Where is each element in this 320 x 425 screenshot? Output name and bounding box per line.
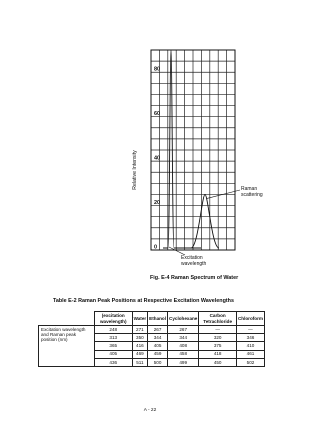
table-cell: 410 — [236, 342, 264, 350]
table-cell: 320 — [199, 334, 237, 342]
table-cell: 450 — [199, 358, 237, 366]
table-cell: 350 — [132, 334, 148, 342]
table-cell: 461 — [236, 350, 264, 358]
header-carbon-tetrachloride: Carbon Tetrachloride — [199, 312, 237, 326]
table-cell: — — [199, 326, 237, 334]
table-row — [39, 326, 265, 334]
table-cell: 271 — [132, 326, 148, 334]
excitation-peak-curve — [163, 50, 201, 248]
table-header-row — [39, 312, 265, 326]
table-cell: 248 — [94, 326, 132, 334]
table-cell: 418 — [199, 350, 237, 358]
raman-peak-table — [38, 311, 265, 367]
table-cell: 375 — [199, 342, 237, 350]
table-cell: 344 — [148, 334, 168, 342]
y-tick-label: 80 — [154, 66, 161, 73]
y-axis-label: Relative Intensity — [132, 150, 138, 190]
y-tick-label: 60 — [154, 111, 161, 118]
header-excitation: (excitation wavelength) — [94, 312, 132, 326]
table-cell: — — [236, 326, 264, 334]
y-tick-label: 20 — [154, 200, 161, 207]
header-water: Water — [132, 312, 148, 326]
excitation-wavelength-label: Excitation wavelength — [181, 255, 207, 267]
blank-header-cell — [39, 312, 95, 326]
table-cell: 346 — [236, 334, 264, 342]
table-cell: 499 — [168, 358, 199, 366]
table-cell: 511 — [132, 358, 148, 366]
table-cell: 416 — [132, 342, 148, 350]
header-ethanol: Ethanol — [148, 312, 168, 326]
table-cell: 458 — [168, 350, 199, 358]
table-cell: 267 — [168, 326, 199, 334]
table-cell: 459 — [148, 350, 168, 358]
table-cell: 313 — [94, 334, 132, 342]
table-cell: 436 — [94, 358, 132, 366]
header-chloroform: Chloroform — [236, 312, 264, 326]
raman-peak-curve — [191, 194, 219, 248]
raman-scattering-label: Raman scattering — [241, 186, 263, 198]
table-cell: 408 — [168, 342, 199, 350]
row-label-cell: Excitation wavelength and Raman peak position (nm) — [39, 326, 95, 367]
table-cell: 267 — [148, 326, 168, 334]
table-cell: 365 — [94, 342, 132, 350]
table-cell: 502 — [236, 358, 264, 366]
table-caption: Table E-2 Raman Peak Positions at Respective Excitation Wavelengths — [53, 298, 234, 304]
y-tick-label: 0 — [154, 244, 158, 251]
figure-caption: Fig. E-4 Raman Spectrum of Water — [150, 275, 239, 281]
table-cell: 500 — [148, 358, 168, 366]
table-cell: 405 — [94, 350, 132, 358]
table-cell: 344 — [168, 334, 199, 342]
page-number: A - 22 — [143, 408, 157, 413]
table-cell: 469 — [132, 350, 148, 358]
table-cell: 405 — [148, 342, 168, 350]
header-cyclohexane: Cyclohexane — [168, 312, 199, 326]
y-tick-label: 40 — [154, 155, 161, 162]
